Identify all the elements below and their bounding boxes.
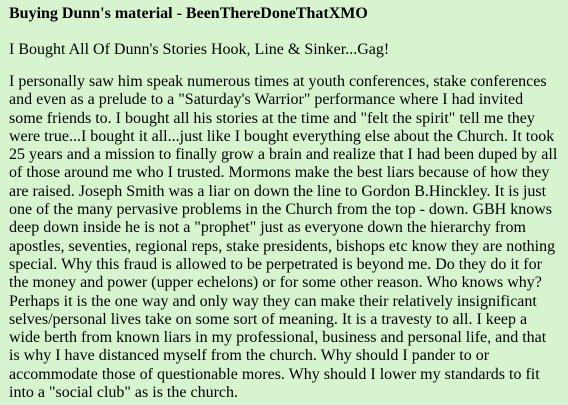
post-title: Buying Dunn's material - BeenThereDoneThatXMO [9,5,368,22]
post-body: I personally saw him speak numerous times at youth conferences, stake conferences and even as a prelude to a "Saturday's Warrior" performance where I had invited some friends to. I bought all his stories at the time and "felt the spirit" tell me they were true...I bought it all...just like I bought everything else about the Church. It took 25 years and a mission to finally grow a brain and realize that I had been duped by all of those around me who I trusted. Mormons make the best liars because of how they are raised. Joseph Smith was a liar on down the line to Gordon B.Hinckley. It is just one of the many pervasive problems in the Church from the top - down. GBH knows deep down inside he is not a "prophet" just as everyone down the hierarchy from apostles, seventies, regional reps, stake presidents, bishops etc know they are nothing special. Why this fraud is allowed to be perpetrated is beyond me. Do they do it for the money and power (upper echelons) or for some other reason. Who knows why? Perhaps it is the one way and only way they can make their relatively insignificant selves/personal lives take on some sort of meaning. It is a travesty to all. I keep a wide berth from known liars in my professional, business and personal life, and that is why I have distanced myself from the church. Why should I pander to or accommodate those of questionable mores. Why should I lower my standards to fit into a "social club" as is the church. [9,73,558,402]
post-subtitle: I Bought All Of Dunn's Stories Hook, Line & Sinker...Gag! [9,41,390,58]
